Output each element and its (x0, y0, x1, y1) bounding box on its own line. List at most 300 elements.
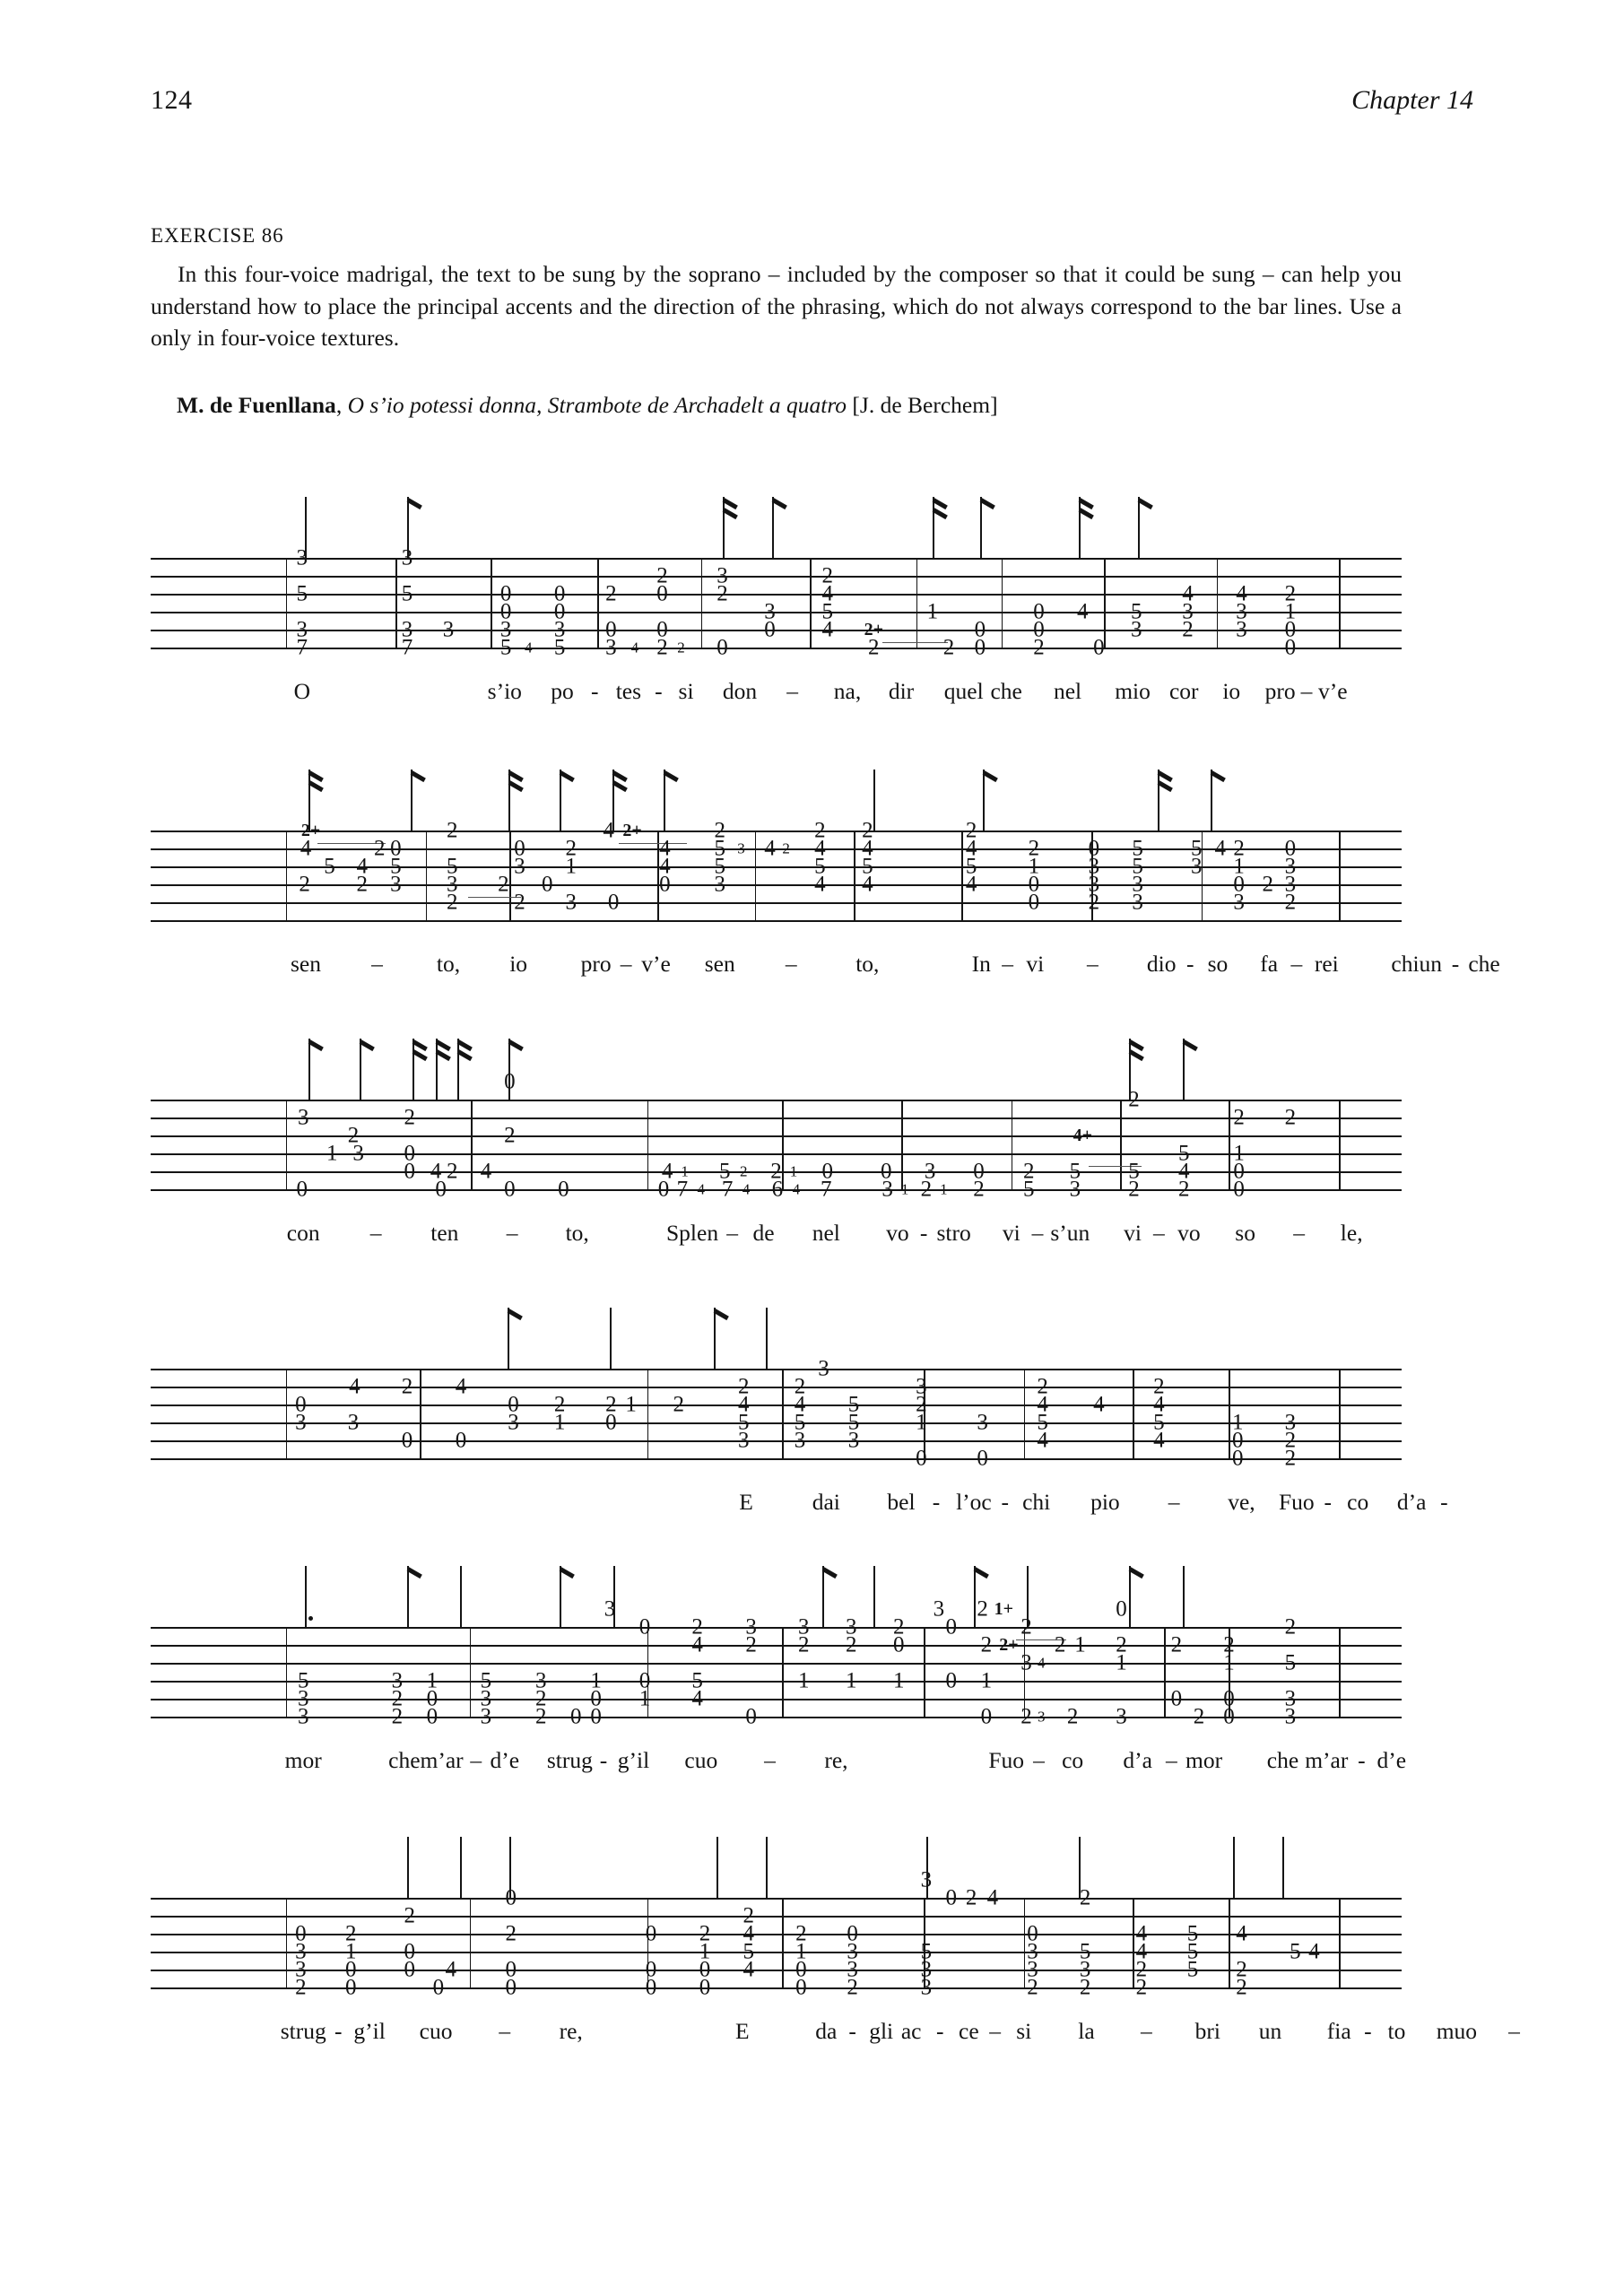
lyric-syllable: rei (1314, 951, 1339, 977)
lyric-syllable: si (1016, 2018, 1032, 2044)
tab-number: 0 (821, 1159, 833, 1184)
tab-number: 0 (916, 1446, 927, 1471)
lyric-syllable: strug (546, 1747, 593, 1773)
tab-number: 4 (603, 818, 614, 843)
tab-number: 3 (1233, 890, 1245, 915)
lyric-syllable: – (1031, 1220, 1044, 1246)
lyric-syllable: la (1078, 2018, 1095, 2044)
tab-number: 1 (638, 1686, 651, 1711)
rhythm-stem (460, 1837, 462, 1898)
tab-number: 0 (659, 872, 671, 897)
tab-number: 5 (1079, 1939, 1091, 1964)
lyric-syllable: Fuo (988, 1747, 1025, 1773)
tab-number: 2 (356, 872, 368, 897)
tab-staff (0, 1069, 1624, 1202)
rhythm-sign (1233, 1837, 1235, 1898)
lyric-syllable: – (1508, 2018, 1520, 2044)
tab-number: 2 (892, 1614, 905, 1639)
tab-number: 2 (605, 1392, 617, 1417)
tab-number: 3 (1088, 854, 1100, 879)
rhythm-flag (822, 1567, 838, 1578)
lyric-syllable: pio (1090, 1489, 1120, 1515)
tab-number: 0 (344, 1957, 357, 1982)
rhythm-stem (714, 1308, 716, 1369)
tab-number: 5 (1178, 1141, 1190, 1166)
lyric-syllable: m’ar (1305, 1747, 1349, 1773)
rhythm-flag (722, 508, 737, 518)
bar-line (1229, 1369, 1230, 1458)
tab-number: 2 (446, 818, 458, 843)
tab-number: 5 (814, 854, 826, 879)
tab-number: 3 (1284, 854, 1297, 879)
rhythm-sign (560, 1566, 561, 1627)
tab-number: 2 (868, 635, 880, 660)
tab-number: 2 (553, 1392, 566, 1417)
bar-line (810, 558, 812, 648)
tab-number: 5 (390, 854, 402, 879)
rhythm-stem (822, 1566, 824, 1627)
tab-number: 3 (480, 1704, 492, 1729)
tab-number: 1 (795, 1939, 807, 1964)
tab-number: 2 (980, 1632, 993, 1657)
rhythm-stem (1282, 1837, 1284, 1898)
tab-number: 0 (892, 1632, 905, 1657)
tab-number: 0 (605, 1410, 617, 1435)
tab-number: 3 (977, 1410, 988, 1435)
lyric-syllable: cuo (419, 2018, 453, 2044)
tab-number: 5 (965, 854, 977, 879)
tab-number: 0 (404, 1159, 415, 1184)
tab-number: 2 (1033, 635, 1045, 660)
tab-number: 3 (1236, 599, 1247, 624)
rhythm-flag (508, 780, 524, 791)
tab-number: 4 (986, 1885, 999, 1910)
lyric-syllable: io (1222, 678, 1241, 704)
rhythm-stem (360, 1039, 361, 1100)
lyric-syllable: – (1290, 951, 1303, 977)
rhythm-sign (873, 770, 875, 831)
tab-number: 2 (1233, 1105, 1245, 1130)
lyric-syllable: – (369, 1220, 382, 1246)
tab-number: 0 (435, 1177, 447, 1202)
lyric-syllable: In (971, 951, 991, 977)
tab-number: 1 (980, 1668, 993, 1693)
tab-number: 2 (498, 872, 509, 897)
tab-number: 0 (590, 1704, 602, 1729)
lyric-syllable: un (1258, 2018, 1282, 2044)
rhythm-flag (407, 498, 422, 509)
staff-line (151, 1118, 1402, 1119)
bar-line (1133, 1898, 1134, 1987)
tab-number: 3 (1037, 1708, 1046, 1726)
tab-number: 0 (657, 1177, 670, 1202)
lyric-syllable: cor (1168, 678, 1199, 704)
tab-number: 0 (1284, 635, 1297, 660)
lyric-syllable: bel (887, 1489, 916, 1515)
lyric-syllable: to, (855, 951, 880, 977)
exercise-label: EXERCISE 86 (151, 224, 284, 247)
tab-number: 4 (1037, 1392, 1048, 1417)
tab-number: 2 (1020, 1704, 1032, 1729)
tab-number: 0 (945, 1668, 958, 1693)
lyric-syllable: che (1266, 1747, 1299, 1773)
tab-number: 0 (764, 617, 776, 642)
tab-number: 1 (900, 1180, 909, 1198)
lyric-syllable: to, (565, 1220, 589, 1246)
tab-number: 5 (1186, 1921, 1199, 1946)
bar-line (924, 1627, 925, 1717)
tab-number: 7 (296, 635, 308, 660)
lyric-syllable: s’un (1050, 1220, 1090, 1246)
lyric-syllable: ce (959, 2018, 979, 2044)
tab-number: 1 (344, 1939, 357, 1964)
lyric-syllable: io (509, 951, 528, 977)
tab-number: 0 (1033, 599, 1045, 624)
tab-number: 2 (977, 1596, 988, 1622)
tab-number: 2 (1079, 1885, 1091, 1910)
rhythm-sign (305, 1566, 307, 1627)
tab-number: 0 (1093, 635, 1105, 660)
rhythm-sign (560, 770, 561, 831)
tab-number: 3 (390, 872, 402, 897)
rhythm-flag (412, 1049, 427, 1060)
tab-number: 4 (659, 854, 671, 879)
rhythm-sign (508, 1308, 509, 1369)
rhythm-flag (411, 770, 426, 781)
bar-line (1339, 1898, 1341, 1987)
tab-number: 3 (920, 1957, 933, 1982)
tab-number: 3 (737, 839, 745, 857)
tab-number: 1 (553, 1410, 566, 1435)
tab-number: 0 (295, 1392, 307, 1417)
tab-number: 5 (1023, 1177, 1035, 1202)
lyric-syllable: - (932, 1489, 941, 1515)
tab-number: 3 (499, 617, 512, 642)
lyric-syllable: v’e (1317, 678, 1348, 704)
tab-number: 2 (965, 818, 977, 843)
rhythm-stem (305, 1566, 307, 1627)
tab-number: 5 (743, 1939, 755, 1964)
lyric-syllable: – (1300, 678, 1313, 704)
rhythm-stem (723, 497, 725, 558)
chapter-title: Chapter 14 (1351, 85, 1473, 115)
tab-number: 5 (1131, 599, 1142, 624)
tab-number: 1 (1233, 1141, 1245, 1166)
rhythm-sign (1183, 1039, 1185, 1100)
tab-number: 2 (1027, 1975, 1038, 2000)
tab-number: 3 (1284, 872, 1297, 897)
rhythm-stem (1138, 497, 1140, 558)
tab-number: 4 (814, 836, 826, 861)
tab-number: 0 (1223, 1704, 1235, 1729)
bar-line (597, 558, 599, 648)
rhythm-flag (772, 498, 787, 509)
tab-number: 2 (797, 1632, 810, 1657)
tab-number: 0 (504, 1069, 516, 1094)
tab-number: 1 (565, 854, 577, 879)
tab-number: 3 (391, 1668, 404, 1693)
lyric-syllable: – (1293, 1220, 1305, 1246)
tab-number: 4 (445, 1957, 457, 1982)
tab-number: 2 (1079, 1975, 1091, 2000)
piece-source: [J. de Berchem] (852, 392, 998, 418)
bar-line (471, 1100, 473, 1189)
tab-number: 0 (426, 1704, 439, 1729)
lyric-syllable: l’oc (956, 1489, 992, 1515)
rhythm-sign (413, 1039, 414, 1100)
lyric-syllable: v’e (641, 951, 671, 977)
lyric-syllable: – (1002, 951, 1013, 977)
tab-number: 4 (349, 1374, 360, 1399)
tab-number: 3 (924, 1159, 936, 1184)
tab-number: 0 (570, 1704, 582, 1729)
lyric-syllable: dai (812, 1489, 840, 1515)
tab-number: 3 (1088, 872, 1100, 897)
tab-number: 5 (401, 581, 413, 606)
tab-number: 2 (1284, 581, 1297, 606)
tab-number: 3 (352, 1141, 364, 1166)
tab-number: 1 (326, 1141, 338, 1166)
tab-number: 0 (638, 1668, 651, 1693)
tab-number: 2 (716, 581, 728, 606)
lyric-syllable: vi (1002, 1220, 1020, 1246)
tab-number: 2 (737, 1374, 750, 1399)
tie-line (619, 843, 688, 844)
bar-line (782, 1369, 784, 1458)
tab-number: 2 (916, 1392, 927, 1417)
staff-line (151, 1699, 1402, 1700)
tab-number: 4 (1037, 1654, 1046, 1672)
tab-number: 3 (1027, 1957, 1038, 1982)
tab-number: 5 (1037, 1410, 1048, 1435)
tab-number: 1 (1233, 854, 1245, 879)
rhythm-flag (560, 770, 575, 781)
rhythm-band (0, 1021, 1624, 1100)
staff-line (151, 1100, 1402, 1101)
staff-line (151, 558, 1402, 560)
bar-line (647, 1369, 649, 1458)
lyric-syllable: – (785, 951, 797, 977)
tab-number: 2 (656, 635, 668, 660)
rhythm-stem (766, 1308, 768, 1369)
lyric-syllable: gli (869, 2018, 894, 2044)
lyric-syllable: sen (290, 951, 321, 977)
tab-number: 3 (737, 1428, 750, 1453)
staff-line (151, 866, 1402, 868)
tab-number: 0 (553, 599, 566, 624)
staff-line (151, 920, 1402, 922)
tab-number: 2 (1116, 1632, 1127, 1657)
rhythm-stem (1211, 770, 1212, 831)
tab-number: 4 (659, 836, 671, 861)
lyric-syllable: - (935, 2018, 944, 2044)
rhythm-stem (411, 770, 413, 831)
rhythm-stem (508, 1308, 509, 1369)
lyric-syllable: - (334, 2018, 343, 2044)
bar-line (1217, 558, 1219, 648)
lyric-syllable: - (1185, 951, 1194, 977)
lyric-syllable: tes (615, 678, 642, 704)
lyric-syllable: dir (888, 678, 915, 704)
rhythm-stem (1158, 770, 1159, 831)
rhythm-stem (1183, 1039, 1185, 1100)
lyric-syllable: na, (833, 678, 862, 704)
tab-number: 3 (1284, 1704, 1297, 1729)
rhythm-sign (873, 1566, 875, 1627)
tab-number: 5 (499, 635, 512, 660)
tab-number: 0 (432, 1975, 445, 2000)
piece-title: O s’io potessi donna, Strambote de Archadelt a quatro (347, 392, 847, 418)
lyric-syllable: vo (886, 1220, 909, 1246)
lyric-syllable: – (1152, 1220, 1165, 1246)
lyric-syllable: - (1440, 1489, 1448, 1515)
lyric-syllable: - (1324, 1489, 1332, 1515)
tab-number: 2 (295, 1975, 307, 2000)
tab-number: 2 (1233, 836, 1245, 861)
tab-number: 2 (920, 1177, 933, 1202)
tab-number: 7 (676, 1177, 689, 1202)
tab-number: 5 (1284, 1650, 1297, 1675)
tab-number: 4 (862, 872, 873, 897)
rhythm-sign (716, 1837, 718, 1898)
rhythm-stem (460, 1566, 462, 1627)
tab-number: 3 (847, 1957, 858, 1982)
staff-line (151, 1916, 1402, 1918)
lyric-syllable: - (848, 2018, 856, 2044)
tab-number: 5 (1190, 836, 1203, 861)
tab-number: 3 (847, 1428, 860, 1453)
bar-line (1164, 1627, 1166, 1717)
lyric-syllable: strug (280, 2018, 326, 2044)
lyric-syllable: – (1087, 951, 1099, 977)
lyric-syllable: – (764, 1747, 776, 1773)
rhythm-sign (933, 497, 934, 558)
tab-number: 3 (296, 545, 308, 570)
rhythm-sign (714, 1308, 716, 1369)
tab-number: 0 (1088, 836, 1100, 861)
tab-number: 3 (1079, 1957, 1091, 1982)
tab-number: 3 (818, 1356, 829, 1381)
lyric-syllable: vo (1177, 1220, 1201, 1246)
rhythm-stem (413, 1039, 414, 1100)
lyric-syllable: vi (1026, 951, 1045, 977)
rhythm-stem (560, 770, 561, 831)
tab-number: 2 (714, 818, 725, 843)
tab-number: 0 (699, 1957, 711, 1982)
lyric-syllable: - (1451, 951, 1460, 977)
rhythm-flag (507, 1309, 522, 1319)
tab-number: 5 (847, 1392, 860, 1417)
tab-number: 0 (1170, 1686, 1183, 1711)
lyric-syllable: chi (1022, 1489, 1051, 1515)
tab-number: 4 (764, 836, 776, 861)
lyric-syllable: re, (824, 1747, 848, 1773)
tab-number: 5 (1069, 1159, 1081, 1184)
tab-number: 5 (737, 1410, 750, 1435)
tab-number: 3 (565, 890, 577, 915)
lyric-syllable: – (1165, 1747, 1177, 1773)
lyric-syllable: ac (900, 2018, 922, 2044)
lyric-syllable: - (1364, 2018, 1372, 2044)
tab-number: 2 (534, 1686, 547, 1711)
tab-number: 4 (630, 639, 639, 657)
tab-number: 3 (1069, 1177, 1081, 1202)
lyric-syllable: d’e (490, 1747, 520, 1773)
tab-number: 2 (504, 1123, 516, 1148)
tab-number: 4 (965, 872, 977, 897)
rhythm-flag (508, 1039, 524, 1050)
tab-number: 3 (845, 1614, 857, 1639)
staff-line (151, 1405, 1402, 1406)
tab-number: 2 (699, 1921, 711, 1946)
tab-number: 2 (743, 1903, 755, 1928)
tab-number: 0 (590, 1686, 602, 1711)
lyric-syllable: vi (1124, 1220, 1142, 1246)
tab-number: 3 (297, 1686, 309, 1711)
tab-number: 0 (499, 599, 512, 624)
staff-line (151, 1627, 1402, 1629)
rhythm-stem (983, 770, 985, 831)
lyric-syllable: E (739, 1489, 753, 1515)
tab-number: 4 (1153, 1392, 1165, 1417)
tab-number: 0 (505, 1885, 517, 1910)
tab-number: 2 (565, 836, 577, 861)
tab-number: 2 (514, 890, 525, 915)
tab-number: 2 (347, 1123, 360, 1148)
tab-number: 4 (743, 1957, 755, 1982)
tab-number: 3 (295, 1939, 307, 1964)
rhythm-sign (508, 770, 510, 831)
staff-line (151, 884, 1402, 886)
rhythm-flag (560, 1567, 575, 1578)
lyric-syllable: muo (1436, 2018, 1478, 2044)
tab-number: 5 (821, 599, 833, 624)
rhythm-stem (308, 1039, 310, 1100)
bar-line (1339, 831, 1341, 920)
bar-line (961, 831, 963, 920)
tab-number: 0 (973, 1159, 985, 1184)
staff-line (151, 648, 1402, 649)
tab-number: 2 (1178, 1177, 1190, 1202)
tab-number: 4 (480, 1159, 492, 1184)
tab-staff (0, 1356, 1624, 1471)
rhythm-sign (772, 497, 774, 558)
staff-line (151, 1153, 1402, 1155)
tab-number: 4 (965, 836, 977, 861)
tab-number: 0 (745, 1704, 757, 1729)
rhythm-stem (716, 1837, 718, 1898)
tab-number: 0 (656, 581, 668, 606)
tab-number: 3 (916, 1374, 927, 1399)
tab-number: 3 (1027, 1939, 1038, 1964)
rhythm-flag (1183, 1039, 1198, 1050)
rhythm-sign (436, 1039, 438, 1100)
rhythm-stem (610, 1308, 612, 1369)
tab-number: 0 (1028, 872, 1040, 897)
rhythm-sign (983, 770, 985, 831)
lyric-syllable: stro (936, 1220, 971, 1246)
lyric-syllable: nel (1053, 678, 1082, 704)
rhythm-band (0, 752, 1624, 831)
tab-number: 4 (862, 836, 873, 861)
tab-number: 3 (1182, 599, 1194, 624)
tab-number: 3 (1190, 854, 1203, 879)
bar-line (1012, 1100, 1013, 1189)
tab-number: 3 (933, 1596, 945, 1622)
tab-number: 0 (1027, 1921, 1038, 1946)
tab-number: 4 (1037, 1428, 1048, 1453)
tab-number: 0 (1284, 836, 1297, 861)
